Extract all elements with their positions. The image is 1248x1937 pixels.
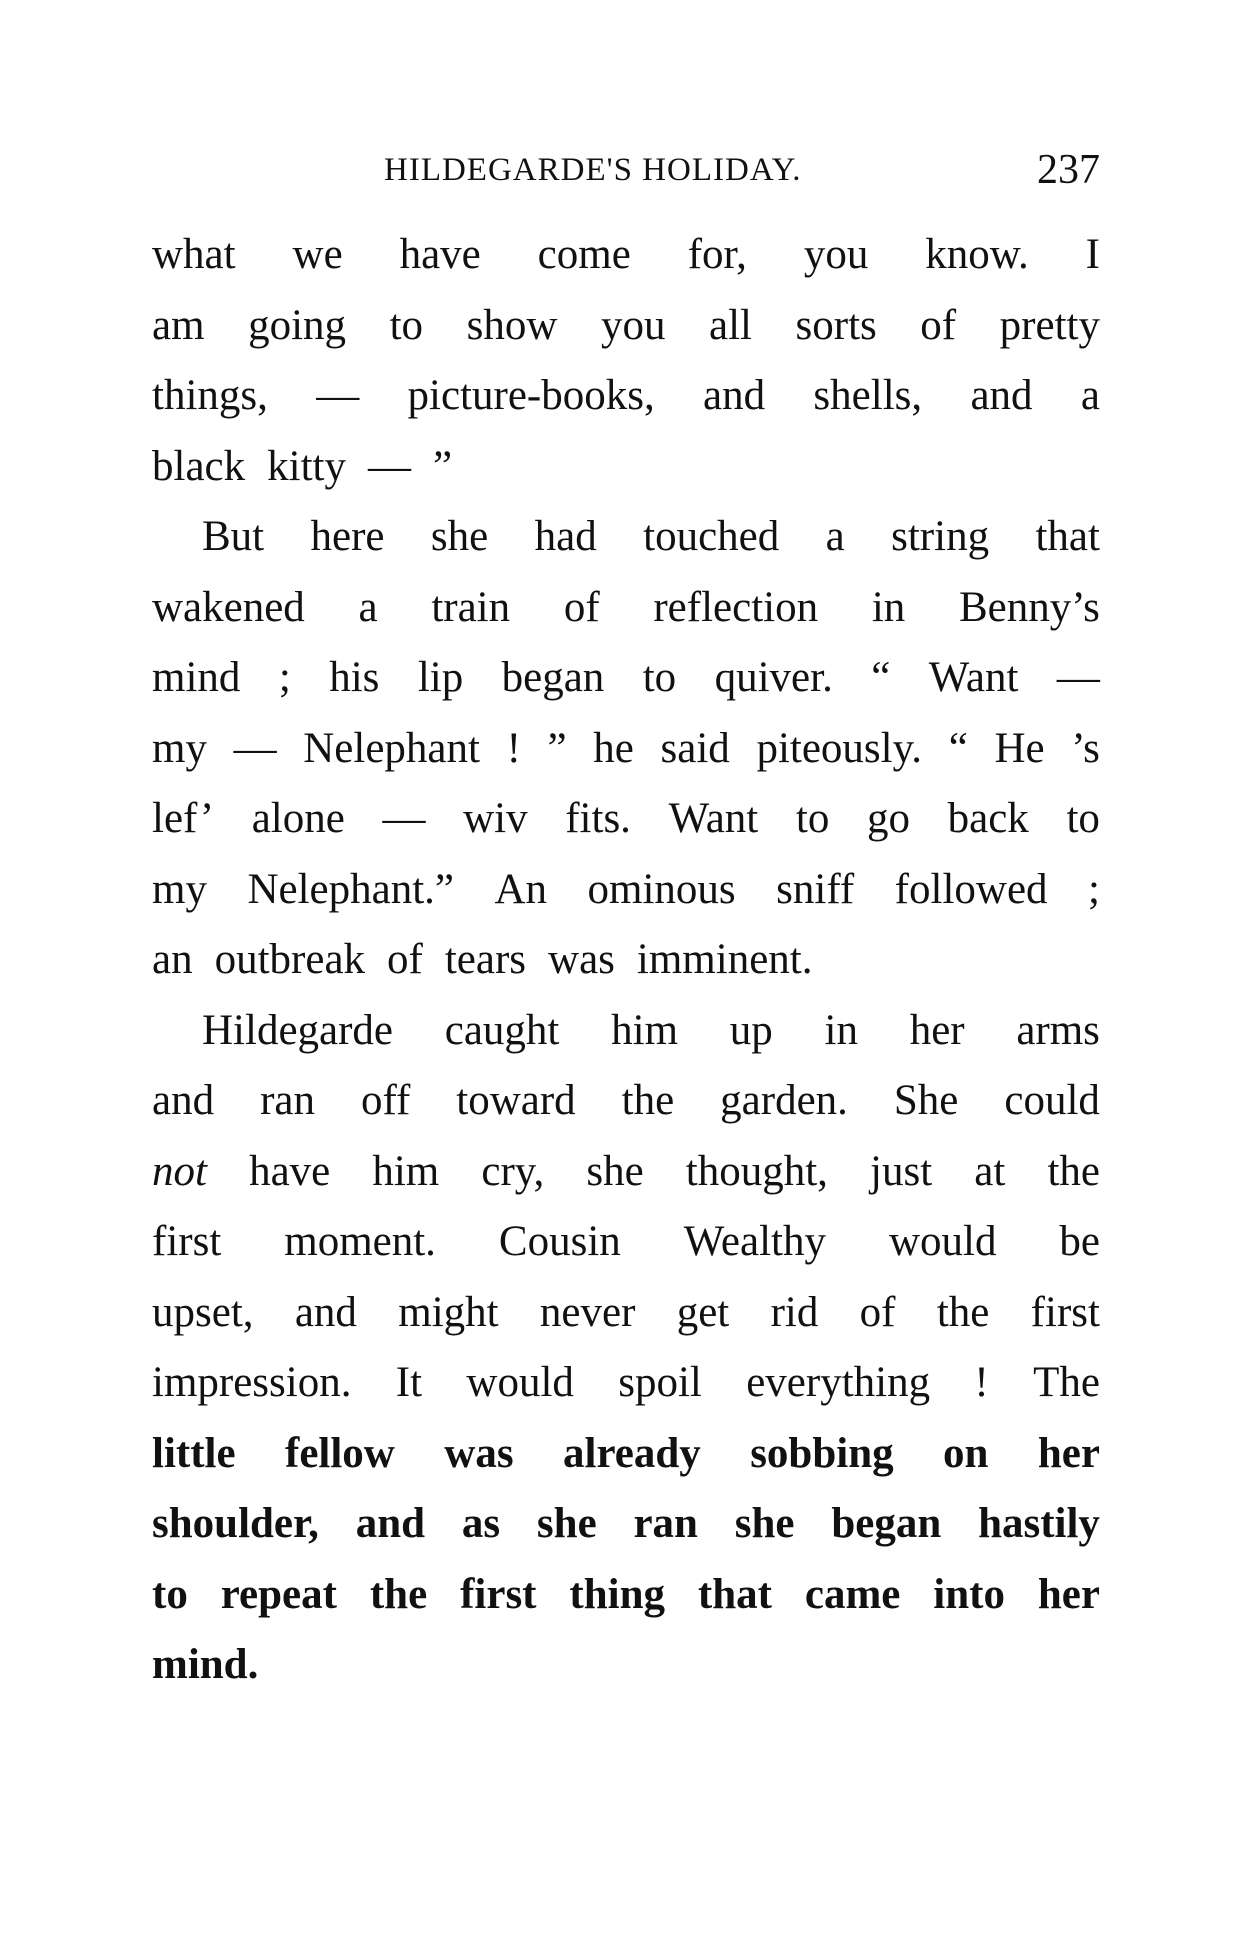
text-line: mind. bbox=[152, 1641, 259, 1688]
text-line: upset, and might never get rid of the first bbox=[152, 1288, 1100, 1336]
running-title: HILDEGARDE'S HOLIDAY. bbox=[384, 152, 802, 188]
body-text bbox=[152, 220, 1100, 1701]
text-line: shoulder, and as she ran she began hastily bbox=[152, 1500, 1100, 1547]
text-line: Hildegarde caught him up in her arms bbox=[202, 1006, 1100, 1054]
text-line: little fellow was already sobbing on her bbox=[152, 1429, 1100, 1477]
text-line: lef’ alone — wiv fits. Want to go back to bbox=[152, 795, 1100, 842]
text-line: black kitty — ” bbox=[152, 442, 453, 490]
text-line: my Nelephant.” An ominous sniff followed ; bbox=[152, 865, 1100, 913]
text-line: things, — picture-books, and shells, and a bbox=[152, 372, 1100, 419]
text-line: not have him cry, she thought, just at the bbox=[152, 1147, 1100, 1195]
text-line: to repeat the first thing that came into her bbox=[152, 1570, 1100, 1618]
text-line: am going to show you all sorts of pretty bbox=[152, 301, 1100, 349]
text-line: mind ; his lip began to quiver. “ Want — bbox=[152, 654, 1100, 701]
text-line: first moment. Cousin Wealthy would be bbox=[152, 1218, 1100, 1265]
page-number: 237 bbox=[1037, 147, 1100, 193]
text-line: an outbreak of tears was imminent. bbox=[152, 936, 813, 983]
text-line: my — Nelephant ! ” he said piteously. “ He ’s bbox=[152, 724, 1100, 772]
text-line: and ran off toward the garden. She could bbox=[152, 1077, 1100, 1124]
text-line: impression. It would spoil everything ! The bbox=[152, 1359, 1100, 1406]
paragraph bbox=[152, 502, 1100, 996]
paragraph bbox=[152, 996, 1100, 1701]
text-line: what we have come for, you know. I bbox=[152, 231, 1100, 278]
text-line: wakened a train of reflection in Benny’s bbox=[152, 583, 1100, 631]
text-line: But here she had touched a string that bbox=[202, 513, 1100, 560]
running-head bbox=[150, 140, 1100, 200]
paragraph bbox=[152, 220, 1100, 502]
